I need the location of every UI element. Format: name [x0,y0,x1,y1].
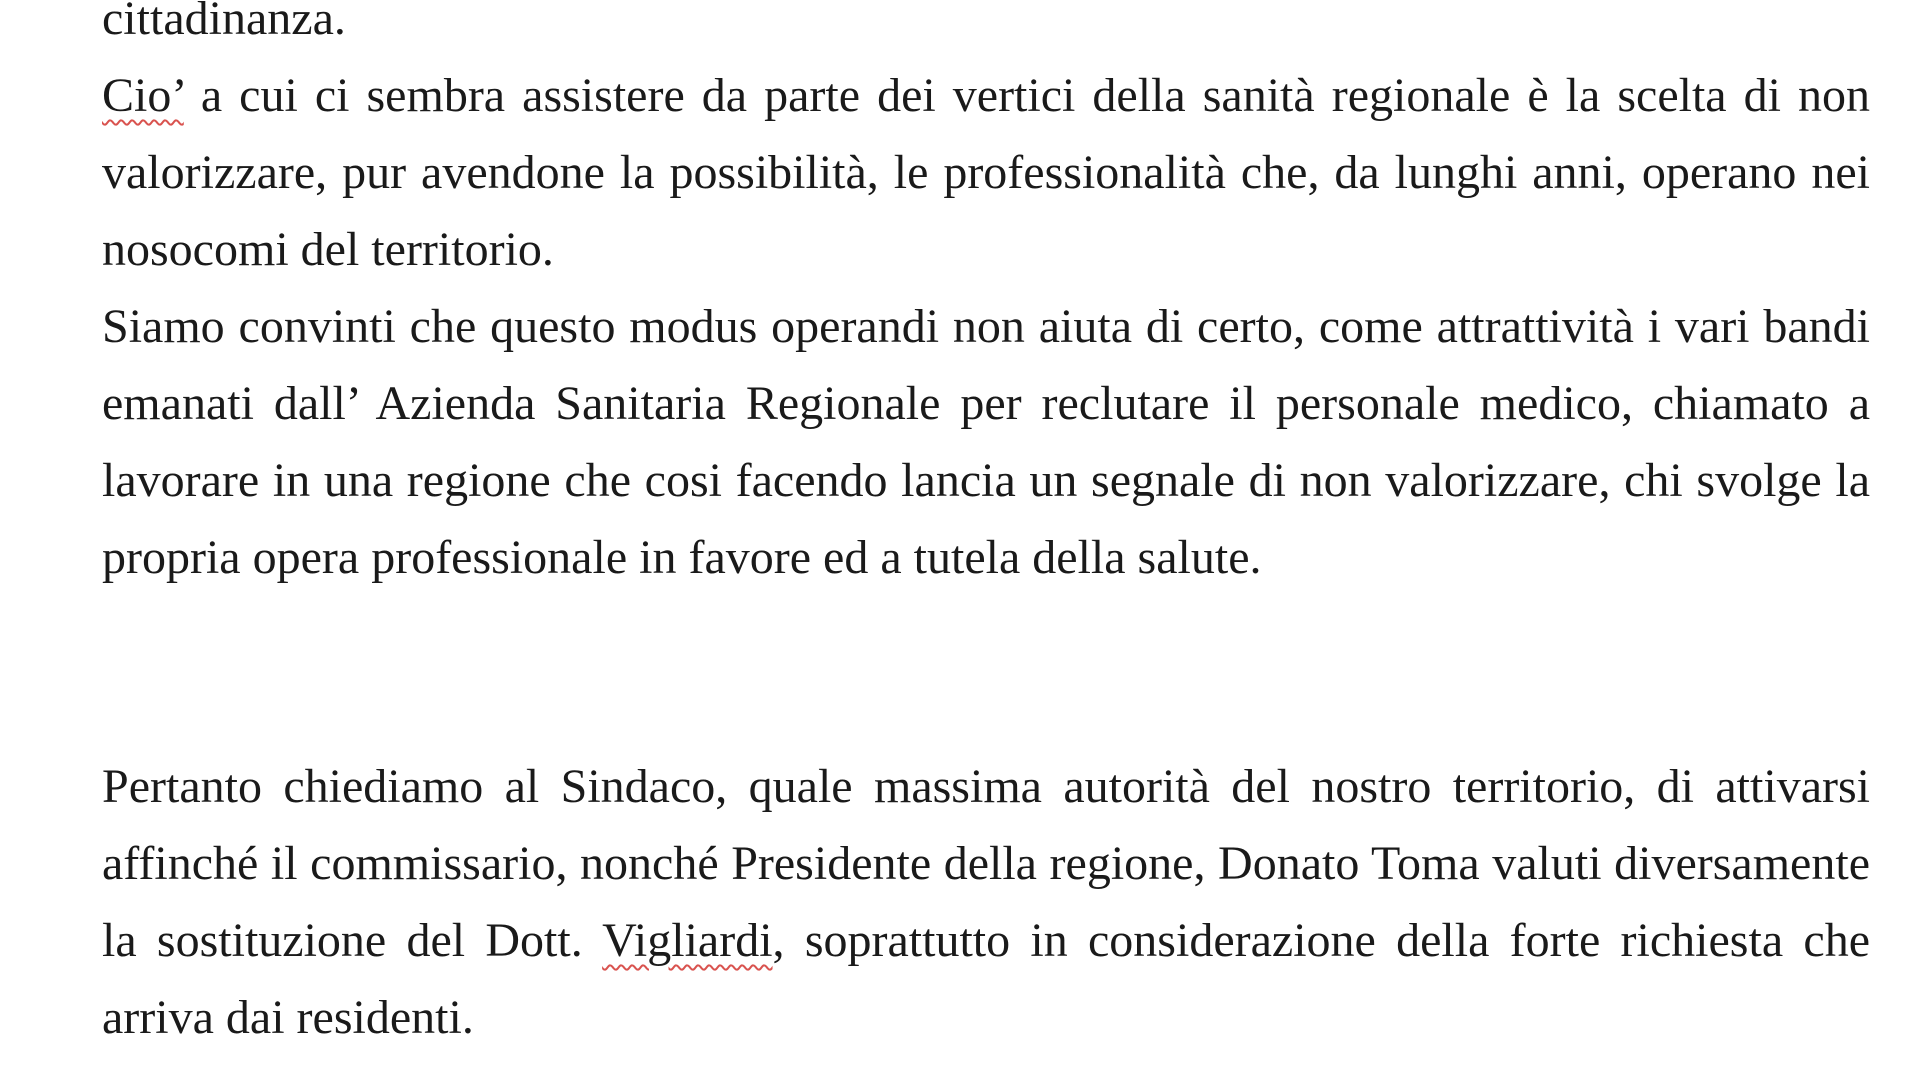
paragraph-cittadinanza [102,0,1870,57]
paragraph-text: Pertanto chiediamo al Sindaco, quale massima autorità del nostro territorio, di attivarsi affinché il commissario, nonché Presidente della regione, Donato Toma valuti diversamente la sostituzione del Dott. [102,760,1870,967]
misspelled-word: Cio’ [102,69,184,122]
paragraph-text: Siamo convinti che questo modus operandi non aiuta di certo, come attrattività i vari bandi emanati dall’ Azienda Sanitaria Regionale per reclutare il personale medico, chiamato a lavorare in una regione che cosi facendo lancia un segnale di non valorizzare, chi svolge la propria opera professionale in favore ed a tutela della salute. [102,300,1870,584]
paragraph-text: a cui ci sembra assistere da parte dei vertici della sanità regionale è la scelta di non valorizzare, pur avendone la possibilità, le professionalità che, da lunghi anni, operano nei nosocomi del territorio. [102,69,1870,276]
document-body-bottom [102,748,1870,1056]
paragraph-pertanto [102,748,1870,1056]
paragraph-siamo [102,288,1870,596]
paragraph-text: , soprattutto in considerazione della forte richiesta che arriva dai residenti. [102,914,1870,1044]
paragraph-text: cittadinanza. [102,0,346,45]
document-body-top [102,0,1870,596]
paragraph-cio [102,57,1870,288]
misspelled-word: Vigliardi [602,914,773,967]
